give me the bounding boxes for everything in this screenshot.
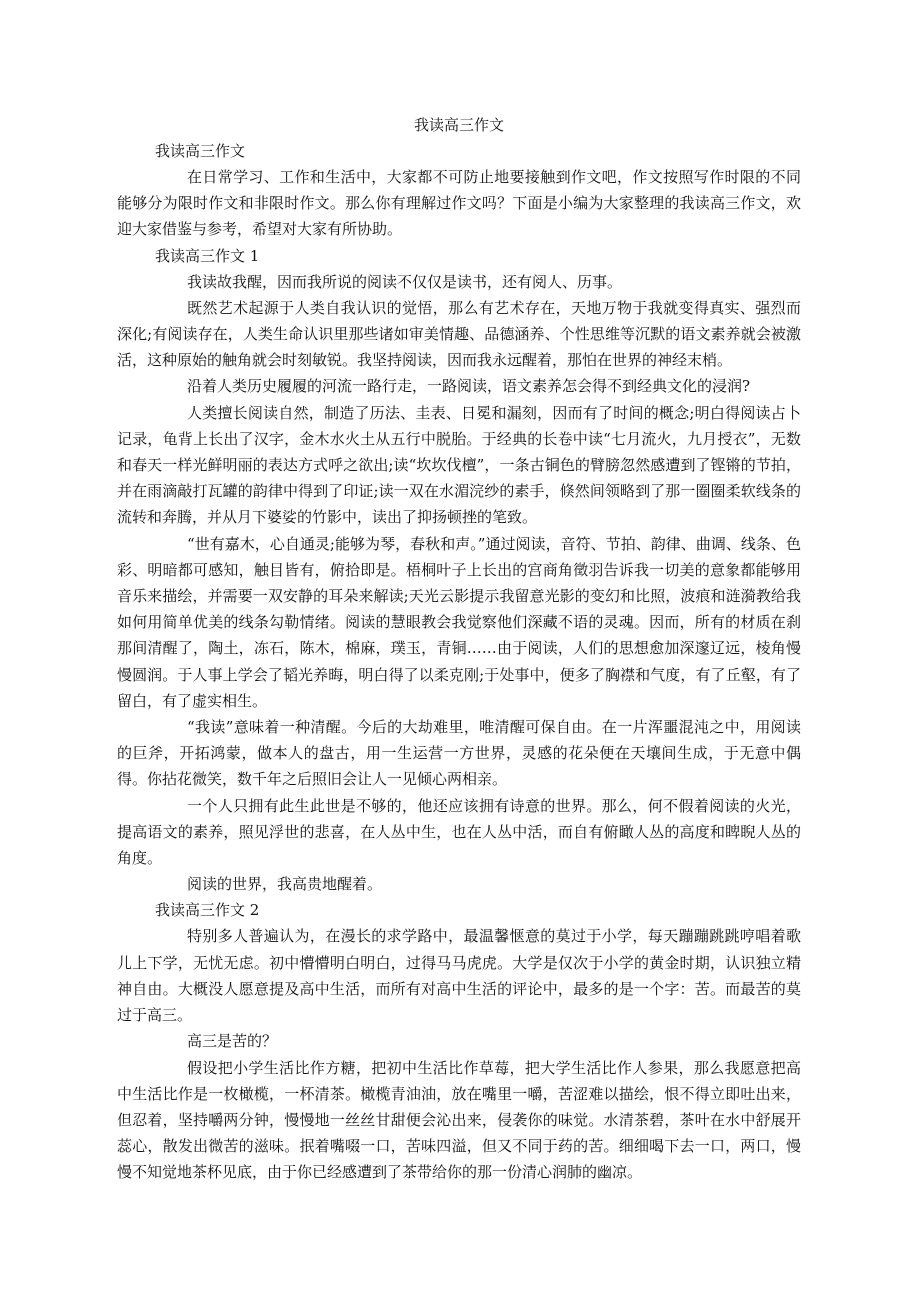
- document-page: [117, 112, 801, 1186]
- paragraph: 高三是苦的？: [187, 1032, 278, 1051]
- document-title: 我读高三作文: [413, 116, 504, 134]
- paragraph: 假设把小学生活比作方糖，把初中生活比作草莓，把大学生活比作人参果，那么我愿意把高中生活比作是一枚橄榄，一杯清茶。橄榄青油油，放在嘴里一嚼，苦涩难以描绘，恨不得立即吐出来，但忍着，坚持嚼两分钟，慢慢地一丝丝甘甜便会沁出来，侵袭你的味觉。水清茶碧，茶叶在水中舒展开蕊心，散发出微苦的滋味。抿着嘴啜一口，苦味四溢，但又不同于药的苦。细细喝下去一口，两口，慢慢不知觉地茶杯见底，由于你已经感遭到了茶带给你的那一份清心润肺的幽凉。: [117, 1058, 801, 1182]
- paragraph: 既然艺术起源于人类自我认识的觉悟，那么有艺术存在，天地万物于我就变得真实、强烈而深化;有阅读存在，人类生命认识里那些诸如审美情趣、品德涵养、个性思维等沉默的语文素养就会被激活，这种原始的触角就会时刻敏锐。我坚持阅读，因而我永远醒着，那怕在世界的神经末梢。: [117, 298, 801, 370]
- paragraph: 一个人只拥有此生此世是不够的，他还应该拥有诗意的世界。那么，何不假着阅读的火光，提高语文的素养，照见浮世的悲喜，在人丛中生，也在人丛中活，而自有俯瞰人丛的高度和睥睨人丛的角度。: [117, 796, 801, 868]
- paragraph: 沿着人类历史履履的河流一路行走，一路阅读，语文素养怎会得不到经典文化的浸润?: [187, 377, 751, 396]
- paragraph: “世有嘉木，心自通灵;能够为琴，春秋和声。”通过阅读，音符、节拍、韵律、曲调、线条、色彩、明暗都可感知，触目皆有，俯拾即是。梧桐叶子上长出的宫商角徵羽告诉我一切美的意象都能够用音乐来描绘，并需要一双安静的耳朵来解读;天光云影提示我留意光影的变幻和比照，波痕和涟漪教给我如何用简单优美的线条勾勒情绪。阅读的慧眼教会我觉察他们深藏不语的灵魂。因而，所有的材质在刹那间清醒了，陶土，冻石，陈木，棉麻，璞玉，青铜……由于阅读，人们的思想愈加深邃辽远，棱角慢慢圆润。于人事上学会了韬光养晦，明白得了以柔克刚;于处事中，便多了胸襟和气度，有了丘壑，有了留白，有了虚实相生。: [117, 534, 801, 710]
- paragraph: 特别多人普遍认为，在漫长的求学路中，最温馨惬意的莫过于小学，每天蹦蹦跳跳哼唱着歌儿上下学，无忧无虑。初中懵懵明白明白，过得马马虎虎。大学是仅次于小学的黄金时期，认识独立精神自由。大概没人愿意提及高中生活，而所有对高中生活的评论中，最多的是一个字：苦。而最苦的莫过于高三。: [117, 927, 801, 1025]
- paragraph: 在日常学习、工作和生活中，大家都不可防止地要接触到作文吧，作文按照写作时限的不同能够分为限时作文和非限时作文。那么你有理解过作文吗？下面是小编为大家整理的我读高三作文，欢迎大家借鉴与参考，希望对大家有所协助。: [117, 168, 801, 239]
- section-heading: 我读高三作文 2: [155, 901, 260, 920]
- section-heading: 我读高三作文: [155, 142, 246, 160]
- paragraph: 我读故我醒，因而我所说的阅读不仅仅是读书，还有阅人、历事。: [187, 272, 623, 291]
- section-heading: 我读高三作文 1: [155, 246, 260, 265]
- paragraph: “我读”意味着一种清醒。今后的大劫难里，唯清醒可保自由。在一片浑噩混沌之中，用阅读的巨斧，开拓鸿蒙，做本人的盘古，用一生运营一方世界，灵感的花朵便在天壤间生成，于无意中偶得。你拈花微笑，数千年之后照旧会让人一见倾心两相亲。: [117, 718, 801, 789]
- paragraph: 人类擅长阅读自然，制造了历法、圭表、日冕和漏刻，因而有了时间的概念;明白得阅读占卜记录，龟背上长出了汉字，金木水火土从五行中脱胎。于经典的长卷中读“七月流火，九月授衣”，无数和春天一样光鲜明丽的表达方式呼之欲出;读“坎坎伐檀”，一条古铜色的臂膀忽然感遭到了铿锵的节拍，并在雨滴敲打瓦罐的韵律中得到了印证;读一双在水湄浣纱的素手，倏然间领略到了那一圈圈柔软线条的流转和奔腾，并从月下婆娑的竹影中，读出了抑扬顿挫的笔致。: [117, 403, 801, 527]
- paragraph: 阅读的世界，我高贵地醒着。: [187, 875, 383, 894]
